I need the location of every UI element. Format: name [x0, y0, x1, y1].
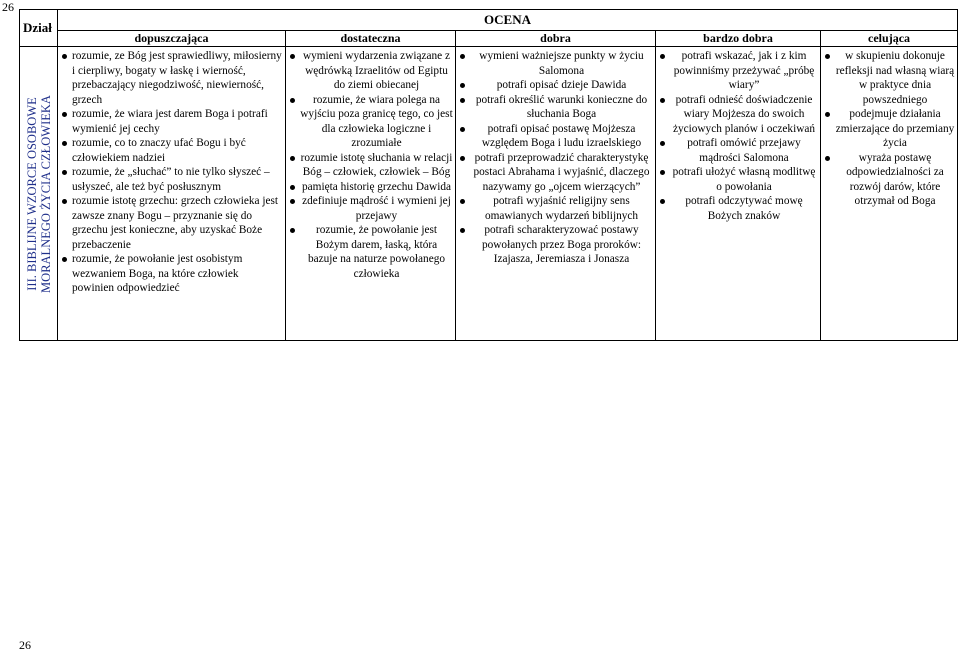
- page-number-top: 26: [2, 0, 14, 14]
- criterion-item: potrafi odczytywać mowę Bożych znaków: [658, 194, 818, 223]
- column-dostateczna: [286, 47, 456, 341]
- criterion-item: potrafi wyjaśnić religijny sens omawianych wydarzeń biblijnych: [458, 194, 653, 223]
- criterion-item: zdefiniuje mądrość i wymieni jej przejawy: [288, 194, 453, 223]
- criterion-item: rozumie, ze Bóg jest sprawiedliwy, miłosierny i cierpliwy, bogaty w łaskę i wierność, przebaczający niegodziwość, niewierność, grzech: [60, 49, 283, 107]
- section-title-cell: [20, 47, 58, 341]
- criterion-item: rozumie, że „słuchać” to nie tylko słyszeć – usłyszeć, ale też być posłusznym: [60, 165, 283, 194]
- criterion-item: rozumie, że wiara polega na wyjściu poza granicę tego, co jest dla człowieka logiczne i zrozumiałe: [288, 93, 453, 151]
- criterion-item: potrafi scharakteryzować postawy powołanych przez Boga proroków: Izajasza, Jeremiasza i Jonasza: [458, 223, 653, 267]
- criterion-item: pamięta historię grzechu Dawida: [288, 180, 453, 195]
- header-dopuszczajaca: dopuszczająca: [58, 31, 286, 47]
- criterion-item: potrafi omówić przejawy mądrości Salomona: [658, 136, 818, 165]
- column-dobra: [456, 47, 656, 341]
- page-number-bottom: 26: [19, 638, 31, 652]
- section-title-line-1: III. BIBLIJNE WZORCE OSOBOWE: [24, 96, 39, 291]
- criterion-item: podejmuje działania zmierzające do przemiany życia: [823, 107, 955, 151]
- criterion-item: rozumie, że wiara jest darem Boga i potrafi wymienić jej cechy: [60, 107, 283, 136]
- header-celujaca: celująca: [821, 31, 958, 47]
- criterion-item: wymieni wydarzenia związane z wędrówką Izraelitów od Egiptu do ziemi obiecanej: [288, 49, 453, 93]
- criterion-item: potrafi określić warunki konieczne do słuchania Boga: [458, 93, 653, 122]
- criterion-item: potrafi odnieść doświadczenie wiary Mojżesza do swoich życiowych planów i oczekiwań: [658, 93, 818, 137]
- header-ocena: OCENA: [58, 10, 958, 31]
- section-title-line-2: MORALNEGO ŻYCIA CZŁOWIEKA: [38, 94, 53, 293]
- criterion-item: potrafi przeprowadzić charakterystykę postaci Abrahama i wyjaśnić, dlaczego nazywamy go „ojcem wierzących”: [458, 151, 653, 195]
- criterion-item: potrafi wskazać, jak i z kim powinniśmy przeżywać „próbę wiary”: [658, 49, 818, 93]
- criterion-item: rozumie, co to znaczy ufać Bogu i być człowiekiem nadziei: [60, 136, 283, 165]
- criterion-item: rozumie, że powołanie jest osobistym wezwaniem Boga, na które człowiek powinien odpowiedzieć: [60, 252, 283, 296]
- header-dobra: dobra: [456, 31, 656, 47]
- criterion-item: rozumie istotę słuchania w relacji Bóg – człowiek, człowiek – Bóg: [288, 151, 453, 180]
- criterion-item: potrafi ułożyć własną modlitwę o powołania: [658, 165, 818, 194]
- section-title: [25, 95, 53, 293]
- header-dzial: Dział: [20, 10, 58, 47]
- criterion-item: wyraża postawę odpowiedzialności za rozwój darów, które otrzymał od Boga: [823, 151, 955, 209]
- column-celujaca: [821, 47, 958, 341]
- criterion-item: wymieni ważniejsze punkty w życiu Salomona: [458, 49, 653, 78]
- criterion-item: rozumie, że powołanie jest Bożym darem, łaską, która bazuje na naturze powołanego człowieka: [288, 223, 453, 281]
- criterion-item: rozumie istotę grzechu: grzech człowieka jest zawsze znany Bogu – przyznanie się do grzechu jest konieczne, aby uzyskać Boże przebaczenie: [60, 194, 283, 252]
- header-bardzo-dobra: bardzo dobra: [656, 31, 821, 47]
- column-bardzo-dobra: [656, 47, 821, 341]
- criterion-item: w skupieniu dokonuje refleksji nad własną wiarą w praktyce dnia powszedniego: [823, 49, 955, 107]
- grading-table: [19, 9, 958, 341]
- criterion-item: potrafi opisać postawę Mojżesza względem Boga i ludu izraelskiego: [458, 122, 653, 151]
- column-dopuszczajaca: [58, 47, 286, 341]
- header-dostateczna: dostateczna: [286, 31, 456, 47]
- criterion-item: potrafi opisać dzieje Dawida: [458, 78, 653, 93]
